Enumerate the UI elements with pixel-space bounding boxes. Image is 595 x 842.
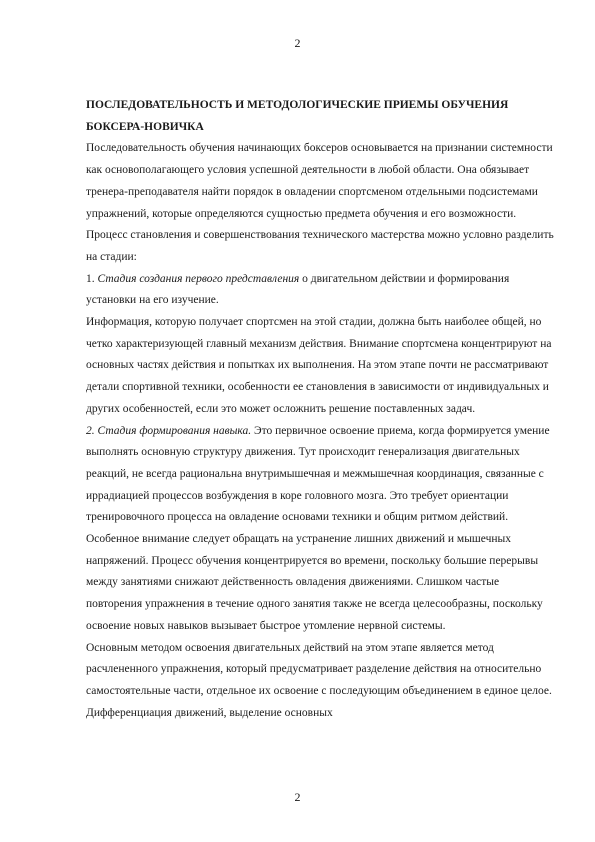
- stage-2-title: 2. Стадия формирования навыка.: [86, 424, 252, 437]
- page-content: [86, 95, 558, 724]
- heading-line-1: ПОСЛЕДОВАТЕЛЬНОСТЬ И МЕТОДОЛОГИЧЕСКИЕ ПРИЕМЫ ОБУЧЕНИЯ: [86, 99, 509, 111]
- paragraph-stage-1: [86, 269, 558, 312]
- stage-2-text: Это первичное освоение приема, когда формируется умение выполнять основную структуру движения. Тут происходит генерализация двигательных реакций, не всегда рациональна внутримышечная и межмышечная координация, связанные с иррадиацией процессов возбуждения в коре головного мозга. Это требует ориентации тренировочного процесса на овладение основами техники и общим ритмом действий. Особенное внимание следует обращать на устранение лишних движений и мышечных напряжений. Процесс обучения концентрируется во времени, поскольку большие перерывы между занятиями снижают действенность овладения движениями. Слишком частые повторения упражнения в течение одного занятия также не всегда целесообразны, поскольку освоение новых навыков вызывает быстрое утомление нервной системы.: [86, 424, 550, 632]
- paragraph-method: Основным методом освоения двигательных действий на этом этапе является метод расчлененного упражнения, который предусматривает разделение действия на относительно самостоятельные части, отдельное их освоение с последующим объединением в единое целое. Дифференциация движений, выделение основных: [86, 641, 552, 719]
- section-heading: [86, 95, 558, 138]
- page-number-bottom: 2: [294, 790, 301, 804]
- page-number-top: 2: [294, 36, 301, 50]
- paragraph-information: Информация, которую получает спортсмен на этой стадии, должна быть наиболее общей, но четко характеризующей главный механизм действия. Внимание спортсмена концентрируют на основных частях действия и попытках их выполнения. На этом этапе почти не рассматривают детали спортивной техники, особенности ее становления в зависимости от индивидуальных и других особенностей, если это может осложнить решение поставленных задач.: [86, 316, 552, 415]
- paragraph-stages: Процесс становления и совершенствования технического мастерства можно условно разделить на стадии:: [86, 229, 554, 263]
- paragraph-intro: Последовательность обучения начинающих боксеров основывается на признании системности как основополагающего условия успешной деятельности в любой области. Она обязывает тренера-преподавателя найти порядок в овладении спортсменом отдельными подсистемами упражнений, которые определяются сущностью предмета обучения и его возможности.: [86, 142, 553, 220]
- paragraph-stage-2: [86, 421, 558, 638]
- stage-1-text: о двигательном действии и формирования установки на его изучение.: [86, 272, 510, 307]
- heading-line-2: БОКСЕРА-НОВИЧКА: [86, 120, 204, 133]
- stage-1-title: Стадия создания первого представления: [97, 272, 300, 285]
- stage-1-number: 1.: [86, 272, 98, 285]
